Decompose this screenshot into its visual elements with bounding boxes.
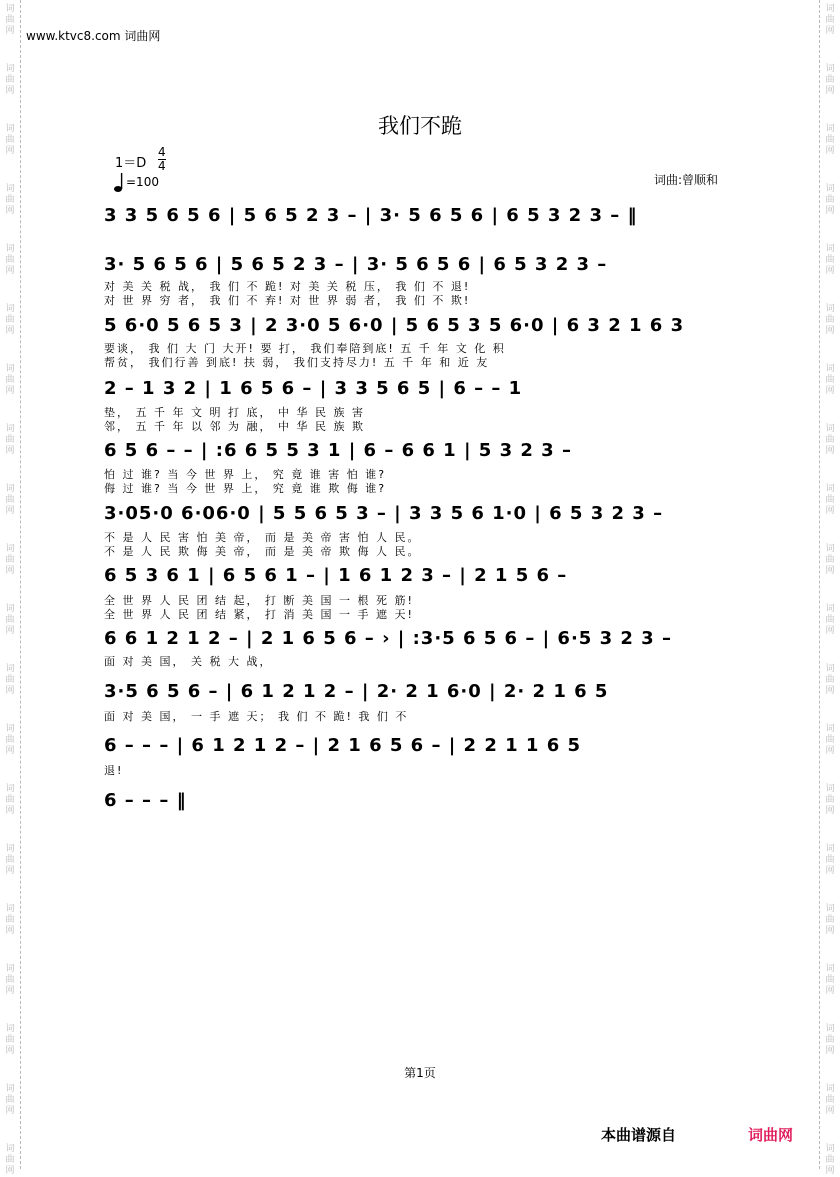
footer-source-text: 本曲谱源自 <box>601 1126 677 1144</box>
watermark-glyph: 词 曲 网 <box>825 1084 835 1116</box>
watermark-glyph: 词 曲 网 <box>825 964 835 996</box>
lyric-line: 不 是 人 民 害 怕 美 帝， 而 是 美 帝 害 怕 人 民。 <box>104 531 421 544</box>
lyric-line: 要谈， 我 们 大 门 大开! 要 打， 我们奉陪到底! 五 千 年 文 化 积 <box>104 342 506 355</box>
time-signature <box>158 146 166 173</box>
left-watermark-strip <box>0 0 21 1176</box>
watermark-glyph: 词 曲 网 <box>825 1024 835 1056</box>
key-signature: 1＝D <box>115 156 147 171</box>
watermark-glyph: 词 曲 网 <box>825 544 835 576</box>
notation-row: 6 6 1 2 1 2 – | 2 1 6 5 6 – › | :3·5 6 5 6 – | 6·5 3 2 3 – <box>104 628 672 649</box>
notation-row: 6 – – – ‖ <box>104 790 187 811</box>
watermark-glyph: 词 曲 网 <box>825 124 835 156</box>
notation-row: 3·5 6 5 6 – | 6 1 2 1 2 – | 2· 2 1 6·0 | 2· 2 1 6 5 <box>104 681 609 702</box>
notation-row: 3· 5 6 5 6 | 5 6 5 2 3 – | 3· 5 6 5 6 | 6 5 3 2 3 – <box>104 254 608 275</box>
watermark-glyph: 词 曲 网 <box>825 304 835 336</box>
page-number: 第1页 <box>404 1066 436 1080</box>
time-signature-bottom: 4 <box>158 159 166 173</box>
tempo-value: =100 <box>126 175 159 189</box>
watermark-glyph: 词 曲 网 <box>5 304 15 336</box>
notation-row: 3 3 5 6 5 6 | 5 6 5 2 3 – | 3· 5 6 5 6 | 6 5 3 2 3 – ‖ <box>104 205 638 226</box>
watermark-glyph: 词 曲 网 <box>5 544 15 576</box>
watermark-glyph: 词 曲 网 <box>825 724 835 756</box>
watermark-glyph: 词 曲 网 <box>5 1024 15 1056</box>
right-watermark-strip <box>819 0 840 1176</box>
watermark-glyph: 词 曲 网 <box>825 844 835 876</box>
watermark-glyph: 词 曲 网 <box>5 1144 15 1176</box>
time-signature-top: 4 <box>158 145 166 159</box>
watermark-glyph: 词 曲 网 <box>5 664 15 696</box>
lyric-line: 面 对 美 国， 关 税 大 战， <box>104 655 273 668</box>
site-header[interactable]: www.ktvc8.com 词曲网 <box>26 29 161 43</box>
lyric-line: 对 世 界 穷 者， 我 们 不 弃! 对 世 界 弱 者， 我 们 不 欺! <box>104 294 471 307</box>
notation-row: 6 5 3 6 1 | 6 5 6 1 – | 1 6 1 2 3 – | 2 1 5 6 – <box>104 565 568 586</box>
watermark-glyph: 词 曲 网 <box>5 844 15 876</box>
watermark-glyph: 词 曲 网 <box>5 4 15 36</box>
lyric-line: 侮 过 谁? 当 今 世 界 上， 究 竟 谁 欺 侮 谁? <box>104 482 387 495</box>
watermark-glyph: 词 曲 网 <box>825 4 835 36</box>
notation-row: 3·05·0 6·06·0 | 5 5 6 5 3 – | 3 3 5 6 1·0 | 6 5 3 2 3 – <box>104 503 664 524</box>
author-credit: 词曲:曾顺和 <box>654 173 719 187</box>
watermark-glyph: 词 曲 网 <box>5 484 15 516</box>
lyric-line: 退! <box>104 764 124 777</box>
watermark-glyph: 词 曲 网 <box>5 724 15 756</box>
watermark-glyph: 词 曲 网 <box>5 964 15 996</box>
notation-row: 2 – 1 3 2 | 1 6 5 6 – | 3 3 5 6 5 | 6 – – 1 <box>104 378 523 399</box>
lyric-line: 不 是 人 民 欺 侮 美 帝， 而 是 美 帝 欺 侮 人 民。 <box>104 545 421 558</box>
lyric-line: 全 世 界 人 民 团 结 紧， 打 消 美 国 一 手 遮 天! <box>104 608 414 621</box>
watermark-glyph: 词 曲 网 <box>5 124 15 156</box>
watermark-glyph: 词 曲 网 <box>825 484 835 516</box>
watermark-glyph: 词 曲 网 <box>825 784 835 816</box>
watermark-glyph: 词 曲 网 <box>825 64 835 96</box>
notation-row: 6 5 6 – – | :6 6 5 5 3 1 | 6 – 6 6 1 | 5 3 2 3 – <box>104 440 572 461</box>
lyric-line: 全 世 界 人 民 团 结 起， 打 断 美 国 一 根 死 筋! <box>104 594 414 607</box>
lyric-line: 怕 过 谁? 当 今 世 界 上， 究 竟 谁 害 怕 谁? <box>104 468 387 481</box>
watermark-glyph: 词 曲 网 <box>825 664 835 696</box>
watermark-glyph: 词 曲 网 <box>825 244 835 276</box>
lyric-line: 帮贫， 我们行善 到底! 扶 弱， 我们支持尽力! 五 千 年 和 近 友 <box>104 356 490 369</box>
watermark-glyph: 词 曲 网 <box>5 604 15 636</box>
watermark-glyph: 词 曲 网 <box>825 184 835 216</box>
notation-row: 6 – – – | 6 1 2 1 2 – | 2 1 6 5 6 – | 2 2 1 1 6 5 <box>104 735 582 756</box>
watermark-glyph: 词 曲 网 <box>5 784 15 816</box>
lyric-line: 垫， 五 千 年 文 明 打 底， 中 华 民 族 害 <box>104 406 365 419</box>
watermark-glyph: 词 曲 网 <box>5 364 15 396</box>
song-title: 我们不跪 <box>378 114 462 138</box>
watermark-glyph: 词 曲 网 <box>5 904 15 936</box>
lyric-line: 邻， 五 千 年 以 邻 为 融， 中 华 民 族 欺 <box>104 420 365 433</box>
watermark-glyph: 词 曲 网 <box>5 1084 15 1116</box>
watermark-glyph: 词 曲 网 <box>825 424 835 456</box>
watermark-glyph: 词 曲 网 <box>825 1144 835 1176</box>
lyric-line: 面 对 美 国， 一 手 遮 天； 我 们 不 跪! 我 们 不 <box>104 710 409 723</box>
footer-brand-link[interactable]: 词曲网 <box>748 1126 794 1144</box>
watermark-glyph: 词 曲 网 <box>825 904 835 936</box>
watermark-glyph: 词 曲 网 <box>5 424 15 456</box>
watermark-glyph: 词 曲 网 <box>5 184 15 216</box>
watermark-glyph: 词 曲 网 <box>825 364 835 396</box>
notation-row: 5 6·0 5 6 5 3 | 2 3·0 5 6·0 | 5 6 5 3 5 6·0 | 6 3 2 1 6 3 <box>104 315 685 336</box>
lyric-line: 对 美 关 税 战， 我 们 不 跪! 对 美 关 税 压， 我 们 不 退! <box>104 280 471 293</box>
watermark-glyph: 词 曲 网 <box>5 244 15 276</box>
watermark-glyph: 词 曲 网 <box>5 64 15 96</box>
watermark-glyph: 词 曲 网 <box>825 604 835 636</box>
